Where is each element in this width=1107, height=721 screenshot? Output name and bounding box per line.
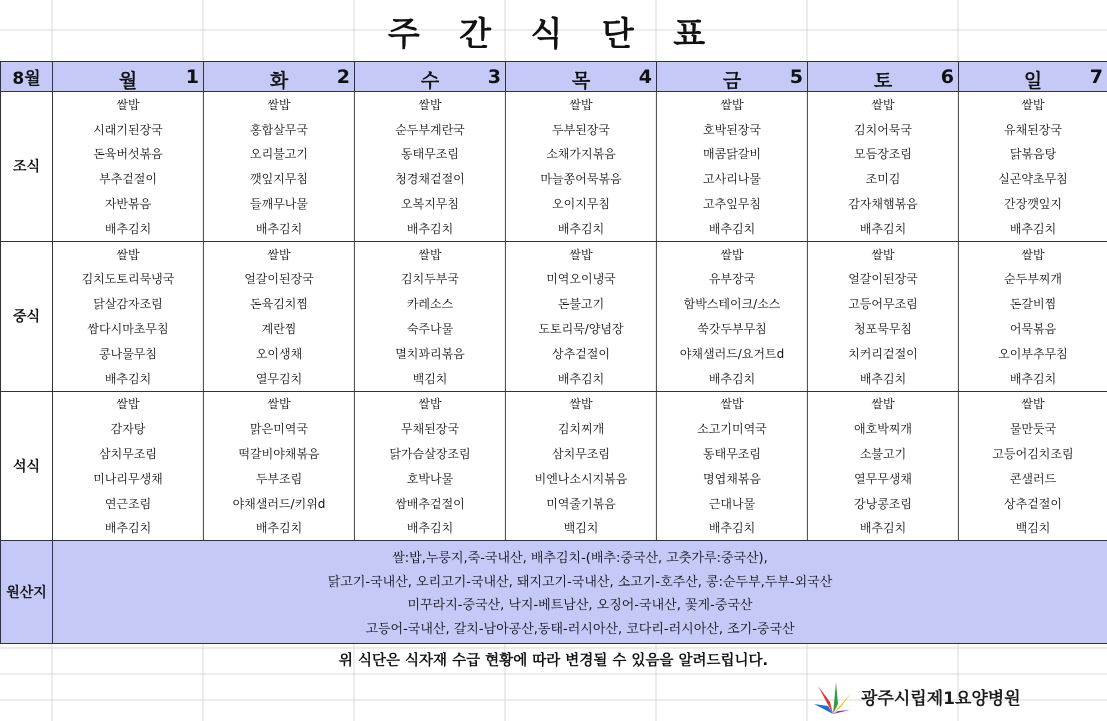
- menu-item: 두부조림: [204, 466, 355, 491]
- menu-item: 쌀밥: [808, 92, 959, 117]
- origin-line: 고등어-국내산, 갈치-남아공산,동태-러시아산, 코다리-러시아산, 조기-중국산: [365, 621, 795, 637]
- hospital-name: 광주시립제1요양병원: [861, 689, 1021, 709]
- day-number: 5: [789, 66, 803, 88]
- menu-row: [1, 316, 1107, 341]
- menu-item: 배추김치: [53, 366, 204, 391]
- menu-item: 물만둣국: [959, 416, 1107, 441]
- menu-row: [1, 491, 1107, 516]
- menu-item: 배추김치: [808, 216, 959, 241]
- menu-item: 미역줄기볶음: [506, 491, 657, 516]
- menu-row: [1, 166, 1107, 191]
- header-row: [1, 62, 1107, 92]
- menu-row: [1, 466, 1107, 491]
- origin-line: 닭고기-국내산, 오리고기-국내산, 돼지고기-국내산, 소고기-호주산, 콩:순두부,두부-외국산: [327, 574, 833, 590]
- origin-line: 미꾸라지-중국산, 낙지-베트남산, 오징어-국내산, 꽃게-중국산: [407, 598, 753, 614]
- menu-item: 쌀밥: [53, 92, 204, 117]
- menu-item: 삼치무조림: [53, 441, 204, 466]
- menu-item: 배추김치: [53, 216, 204, 241]
- notice-text: 위 식단은 식자재 수급 현황에 따라 변경될 수 있음을 알려드립니다.: [338, 653, 769, 669]
- menu-body: [1, 92, 1107, 644]
- menu-item: 근대나물: [657, 491, 808, 516]
- menu-item: 쌀밥: [657, 241, 808, 266]
- menu-item: 호박된장국: [657, 117, 808, 142]
- day-header-4: [506, 62, 657, 92]
- menu-item: 오이부추무침: [959, 341, 1107, 366]
- menu-row: [1, 516, 1107, 541]
- menu-item: 마늘쫑어묵볶음: [506, 166, 657, 191]
- day-header-2: [204, 62, 355, 92]
- meal-label: 조식: [1, 92, 53, 242]
- menu-item: 백김치: [355, 366, 506, 391]
- day-number: 3: [487, 66, 501, 88]
- day-header-5: [657, 62, 808, 92]
- menu-item: 배추김치: [204, 516, 355, 541]
- day-name: 목: [571, 70, 591, 92]
- menu-item: 떡갈비야채볶음: [204, 441, 355, 466]
- menu-item: 배추김치: [657, 216, 808, 241]
- day-number: 7: [1089, 66, 1103, 88]
- menu-item: 간장깻잎지: [959, 191, 1107, 216]
- menu-item: 실곤약초무침: [959, 166, 1107, 191]
- menu-item: 감자탕: [53, 416, 204, 441]
- meal-label: 석식: [1, 391, 53, 541]
- day-number: 2: [336, 66, 350, 88]
- menu-item: 열무무생채: [808, 466, 959, 491]
- menu-item: 숙주나물: [355, 316, 506, 341]
- day-header-7: [959, 62, 1107, 92]
- menu-item: 쌀밥: [808, 241, 959, 266]
- menu-item: 열무김치: [204, 366, 355, 391]
- menu-item: 얼갈이된장국: [808, 267, 959, 292]
- menu-item: 쌀밥: [657, 391, 808, 416]
- menu-item: 닭살감자조림: [53, 291, 204, 316]
- menu-item: 맑은미역국: [204, 416, 355, 441]
- menu-item: 함박스테이크/소스: [657, 291, 808, 316]
- menu-item: 자반볶음: [53, 191, 204, 216]
- menu-item: 쌈다시마초무침: [53, 316, 204, 341]
- menu-item: 어묵볶음: [959, 316, 1107, 341]
- origin-label: 원산지: [1, 541, 53, 644]
- hospital-logo-block: [812, 678, 1102, 716]
- menu-row: [1, 291, 1107, 316]
- menu-item: 배추김치: [204, 216, 355, 241]
- menu-row: [1, 416, 1107, 441]
- menu-item: 두부된장국: [506, 117, 657, 142]
- menu-item: 동태무조림: [657, 441, 808, 466]
- meal-label: 중식: [1, 241, 53, 391]
- menu-item: 배추김치: [53, 516, 204, 541]
- menu-item: 시래기된장국: [53, 117, 204, 142]
- menu-item: 쌀밥: [53, 391, 204, 416]
- menu-item: 고등어김치조림: [959, 441, 1107, 466]
- menu-row: [1, 92, 1107, 117]
- page-title: 주 간 식 단 표: [387, 14, 720, 53]
- day-header-1: [53, 62, 204, 92]
- menu-item: 오이생채: [204, 341, 355, 366]
- menu-item: 계란찜: [204, 316, 355, 341]
- origin-row: [1, 541, 1107, 644]
- menu-item: 김치두부국: [355, 267, 506, 292]
- menu-item: 유채된장국: [959, 117, 1107, 142]
- menu-item: 애호박찌개: [808, 416, 959, 441]
- day-number: 6: [940, 66, 954, 88]
- menu-item: 오리불고기: [204, 142, 355, 167]
- menu-item: 홍합살무국: [204, 117, 355, 142]
- day-name: 화: [269, 70, 289, 92]
- day-name: 금: [722, 70, 742, 92]
- menu-row: [1, 191, 1107, 216]
- menu-item: 비엔나소시지볶음: [506, 466, 657, 491]
- menu-item: 닭가슴살장조림: [355, 441, 506, 466]
- menu-item: 고등어무조림: [808, 291, 959, 316]
- menu-item: 매콤닭갈비: [657, 142, 808, 167]
- menu-item: 치커리겉절이: [808, 341, 959, 366]
- menu-item: 소채가지볶음: [506, 142, 657, 167]
- menu-item: 소고기미역국: [657, 416, 808, 441]
- menu-item: 청경채겉절이: [355, 166, 506, 191]
- origin-info: [53, 541, 1107, 644]
- menu-item: 순두부계란국: [355, 117, 506, 142]
- menu-item: 오복지무침: [355, 191, 506, 216]
- menu-item: 쌀밥: [355, 241, 506, 266]
- menu-item: 쌀밥: [53, 241, 204, 266]
- menu-item: 명엽채볶음: [657, 466, 808, 491]
- menu-item: 돈육김치찜: [204, 291, 355, 316]
- menu-item: 얼갈이된장국: [204, 267, 355, 292]
- menu-item: 멸치꽈리볶음: [355, 341, 506, 366]
- menu-row: [1, 267, 1107, 292]
- menu-item: 미역오이냉국: [506, 267, 657, 292]
- menu-item: 야채샐러드/키위d: [204, 491, 355, 516]
- menu-item: 소불고기: [808, 441, 959, 466]
- menu-item: 미나리무생채: [53, 466, 204, 491]
- menu-item: 쌀밥: [959, 391, 1107, 416]
- menu-item: 쌀밥: [506, 92, 657, 117]
- menu-item: 배추김치: [355, 516, 506, 541]
- day-number: 4: [638, 66, 652, 88]
- menu-item: 쌀밥: [204, 241, 355, 266]
- menu-item: 부추겉절이: [53, 166, 204, 191]
- menu-item: 강낭콩조림: [808, 491, 959, 516]
- menu-item: 배추김치: [808, 516, 959, 541]
- menu-item: 배추김치: [355, 216, 506, 241]
- menu-item: 감자채햄볶음: [808, 191, 959, 216]
- menu-item: 호박나물: [355, 466, 506, 491]
- menu-item: 들깨무나물: [204, 191, 355, 216]
- day-header-6: [808, 62, 959, 92]
- menu-row: [1, 366, 1107, 391]
- menu-item: 쌀밥: [506, 391, 657, 416]
- hospital-logo-icon: [812, 678, 854, 716]
- menu-item: 백김치: [506, 516, 657, 541]
- day-header-3: [355, 62, 506, 92]
- menu-item: 쌀밥: [808, 391, 959, 416]
- day-name: 토: [873, 70, 893, 92]
- menu-item: 김치어묵국: [808, 117, 959, 142]
- day-name: 수: [420, 70, 440, 92]
- menu-item: 고사리나물: [657, 166, 808, 191]
- menu-item: 쌀밥: [506, 241, 657, 266]
- menu-item: 돈불고기: [506, 291, 657, 316]
- menu-row: [1, 391, 1107, 416]
- menu-item: 쌈배추겉절이: [355, 491, 506, 516]
- menu-item: 동태무조림: [355, 142, 506, 167]
- menu-item: 돈육버섯볶음: [53, 142, 204, 167]
- menu-item: 배추김치: [657, 366, 808, 391]
- menu-item: 김치찌개: [506, 416, 657, 441]
- menu-item: 오이지무침: [506, 191, 657, 216]
- menu-row: [1, 441, 1107, 466]
- menu-item: 배추김치: [657, 516, 808, 541]
- menu-item: 배추김치: [959, 366, 1107, 391]
- origin-line: 쌀:밥,누룽지,죽-국내산, 배추김치-(배추:중국산, 고춧가루:중국산),: [392, 551, 768, 567]
- menu-item: 유부장국: [657, 267, 808, 292]
- menu-item: 돈갈비찜: [959, 291, 1107, 316]
- menu-item: 배추김치: [506, 216, 657, 241]
- menu-item: 깻잎지무침: [204, 166, 355, 191]
- month-cell: 8월: [1, 62, 53, 92]
- day-name: 일: [1023, 70, 1043, 92]
- menu-item: 쌀밥: [355, 92, 506, 117]
- menu-item: 삼치무조림: [506, 441, 657, 466]
- menu-item: 카레소스: [355, 291, 506, 316]
- menu-item: 백김치: [959, 516, 1107, 541]
- menu-item: 쌀밥: [204, 92, 355, 117]
- menu-item: 고추잎무침: [657, 191, 808, 216]
- menu-item: 상추겉절이: [506, 341, 657, 366]
- menu-row: [1, 216, 1107, 241]
- menu-item: 상추겉절이: [959, 491, 1107, 516]
- menu-item: 콘샐러드: [959, 466, 1107, 491]
- menu-item: 콩나물무침: [53, 341, 204, 366]
- menu-item: 도토리묵/양념장: [506, 316, 657, 341]
- menu-item: 청포묵무침: [808, 316, 959, 341]
- menu-item: 쌀밥: [657, 92, 808, 117]
- menu-item: 야채샐러드/요거트d: [657, 341, 808, 366]
- menu-row: [1, 142, 1107, 167]
- menu-item: 쌀밥: [959, 92, 1107, 117]
- menu-item: 쌀밥: [959, 241, 1107, 266]
- menu-row: [1, 241, 1107, 266]
- menu-item: 쌀밥: [204, 391, 355, 416]
- menu-item: 연근조림: [53, 491, 204, 516]
- menu-item: 배추김치: [506, 366, 657, 391]
- menu-item: 닭볶음탕: [959, 142, 1107, 167]
- menu-item: 배추김치: [959, 216, 1107, 241]
- menu-item: 순두부찌개: [959, 267, 1107, 292]
- menu-row: [1, 341, 1107, 366]
- day-name: 월: [118, 70, 138, 92]
- menu-item: 쑥갓두부무침: [657, 316, 808, 341]
- menu-item: 김치도토리묵냉국: [53, 267, 204, 292]
- day-number: 1: [185, 66, 199, 88]
- weekly-menu-table: [0, 61, 1107, 644]
- menu-item: 모듬장조림: [808, 142, 959, 167]
- menu-row: [1, 117, 1107, 142]
- menu-item: 배추김치: [808, 366, 959, 391]
- menu-item: 무채된장국: [355, 416, 506, 441]
- menu-item: 쌀밥: [355, 391, 506, 416]
- menu-item: 조미김: [808, 166, 959, 191]
